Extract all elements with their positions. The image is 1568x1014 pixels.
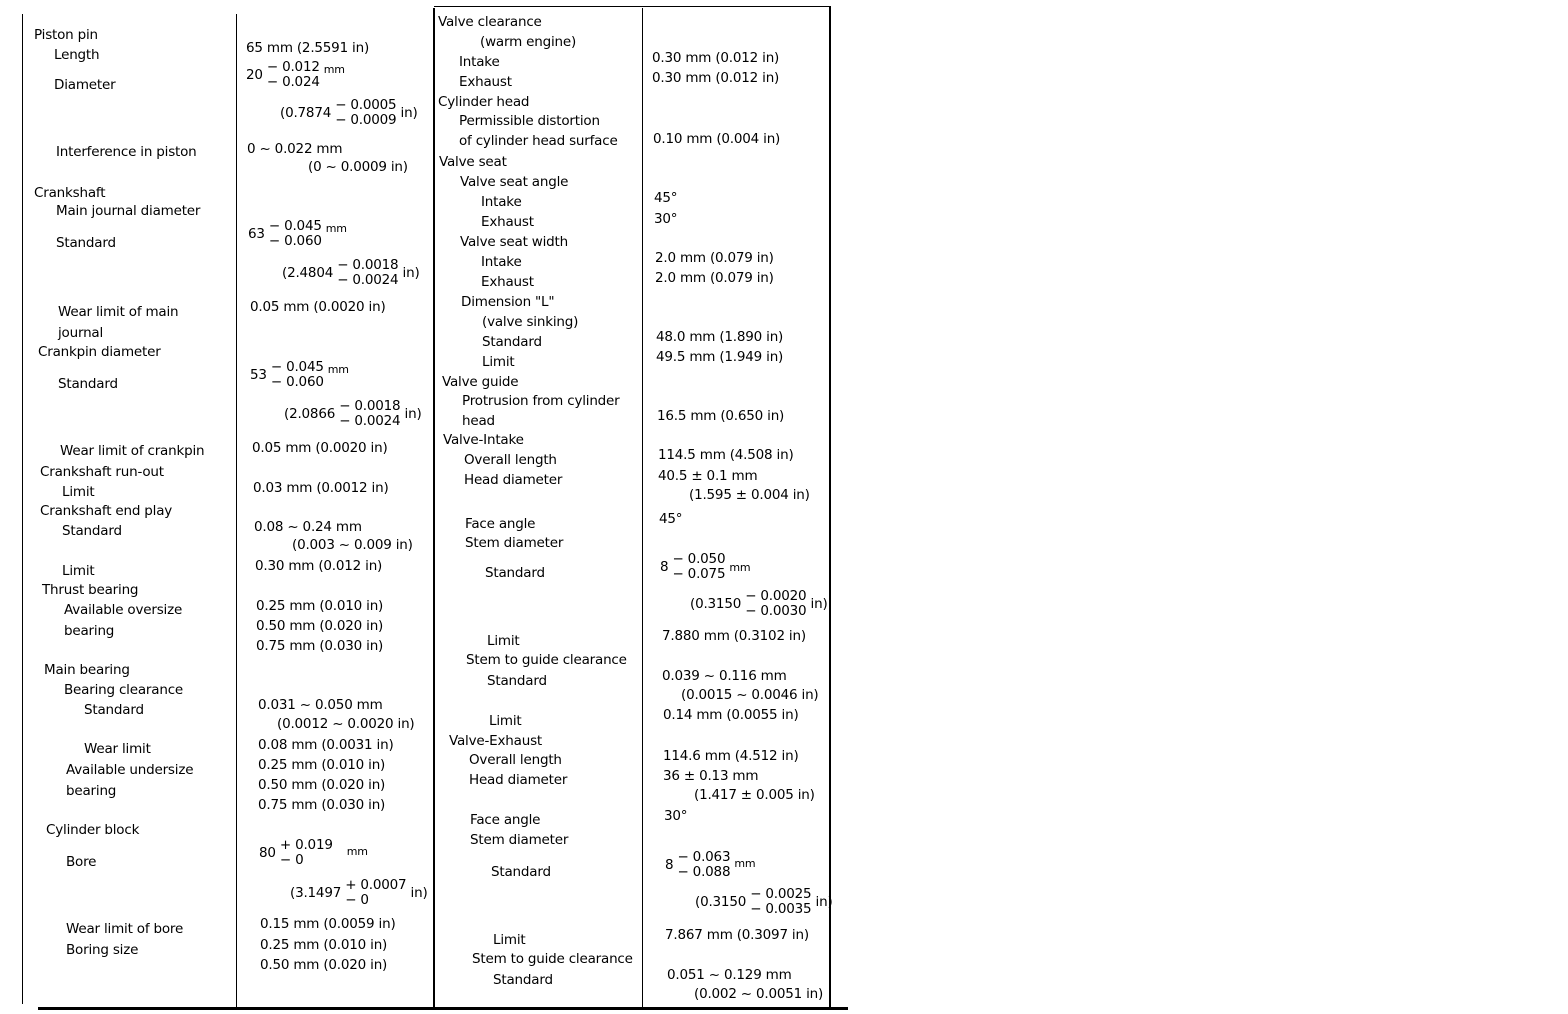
label-valve-exhaust: Valve-Exhaust <box>449 733 543 749</box>
label-valve-seat: Valve seat <box>439 154 507 170</box>
value-oversize-3: 0.75 mm (0.030 in) <box>256 638 384 654</box>
label-endplay-limit: Limit <box>62 563 95 579</box>
value-bore-in: (3.1497 + 0.0007 − 0 in) <box>290 877 428 908</box>
value-endplay-in: (0.003 ~ 0.009 in) <box>292 537 413 553</box>
value-vs-width-exhaust: 2.0 mm (0.079 in) <box>655 270 774 286</box>
label-ve-stem-standard: Standard <box>491 864 551 880</box>
label-cyl-head: Cylinder head <box>438 94 530 110</box>
value-endplay-limit: 0.30 mm (0.012 in) <box>255 558 383 574</box>
value-vi-head-in: (1.595 ± 0.004 in) <box>689 487 810 503</box>
label-ve-overall: Overall length <box>469 752 562 768</box>
value-vi-head: 40.5 ± 0.1 mm <box>658 468 758 484</box>
value-mj-in: (2.4804 − 0.0018 − 0.0024 in) <box>282 257 420 288</box>
label-dim-l-sub: (valve sinking) <box>482 314 579 330</box>
label-ve-guide-standard: Standard <box>493 972 553 988</box>
value-diameter-base: 20 <box>246 67 263 83</box>
label-avail-under-1: Available undersize <box>66 762 194 778</box>
label-ve-face: Face angle <box>470 812 541 828</box>
label-bore: Bore <box>66 854 97 870</box>
value-vi-overall: 114.5 mm (4.508 in) <box>658 447 794 463</box>
value-vi-limit: 7.880 mm (0.3102 in) <box>662 628 806 644</box>
value-dim-standard: 48.0 mm (1.890 in) <box>656 329 784 345</box>
label-vi-overall: Overall length <box>464 452 557 468</box>
column-divider-3 <box>642 8 643 1008</box>
label-diameter: Diameter <box>54 77 116 93</box>
value-cp-mm: 53 − 0.045 − 0.060 mm <box>250 359 349 390</box>
label-endplay: Crankshaft end play <box>40 503 173 519</box>
label-vi-limit: Limit <box>487 633 520 649</box>
label-main-journal: Main journal diameter <box>56 203 201 219</box>
label-endplay-standard: Standard <box>62 523 122 539</box>
label-wear-crankpin: Wear limit of crankpin <box>60 443 205 459</box>
value-ve-head-in: (1.417 ± 0.005 in) <box>694 787 815 803</box>
label-perm-1: Permissible distortion <box>459 113 600 129</box>
label-vi-face: Face angle <box>465 516 536 532</box>
value-vs-angle-exhaust: 30° <box>654 211 678 227</box>
label-ve-head: Head diameter <box>469 772 568 788</box>
value-ve-limit: 7.867 mm (0.3097 in) <box>665 927 809 943</box>
value-perm: 0.10 mm (0.004 in) <box>653 131 781 147</box>
value-oversize-1: 0.25 mm (0.010 in) <box>256 598 384 614</box>
label-vs-width-intake: Intake <box>481 254 522 270</box>
column-divider-1 <box>236 14 237 1008</box>
label-vs-angle-intake: Intake <box>481 194 522 210</box>
value-endplay: 0.08 ~ 0.24 mm <box>254 519 362 535</box>
value-wear-bore: 0.15 mm (0.0059 in) <box>260 916 396 932</box>
value-vi-stem-in: (0.3150 − 0.0020 − 0.0030 in) <box>690 588 828 619</box>
label-thrust: Thrust bearing <box>42 582 139 598</box>
value-vi-guide-in: (0.0015 ~ 0.0046 in) <box>681 687 819 703</box>
label-vc-intake: Intake <box>459 54 500 70</box>
value-vs-angle-intake: 45° <box>654 190 678 206</box>
value-undersize-2: 0.50 mm (0.020 in) <box>258 777 386 793</box>
value-bore-mm: 80 + 0.019 − 0 mm <box>259 837 368 868</box>
label-bearing-clearance: Bearing clearance <box>64 682 184 698</box>
value-oversize-2: 0.50 mm (0.020 in) <box>256 618 384 634</box>
value-protrusion: 16.5 mm (0.650 in) <box>657 408 785 424</box>
value-undersize-3: 0.75 mm (0.030 in) <box>258 797 386 813</box>
value-vs-width-intake: 2.0 mm (0.079 in) <box>655 250 774 266</box>
label-wear-main-1: Wear limit of main <box>58 304 179 320</box>
label-vi-guide-limit: Limit <box>489 713 522 729</box>
value-ve-face: 30° <box>664 808 688 824</box>
value-ve-stem-in: (0.3150 − 0.0025 − 0.0035 in) <box>695 886 833 917</box>
label-runout-limit: Limit <box>62 484 95 500</box>
label-avail-under-2: bearing <box>66 783 117 799</box>
label-cyl-block: Cylinder block <box>46 822 140 838</box>
table-bottom-border <box>38 1007 848 1010</box>
label-length: Length <box>54 47 100 63</box>
label-bc-standard: Standard <box>84 702 144 718</box>
value-length: 65 mm (2.5591 in) <box>246 40 370 56</box>
label-vi-guide: Stem to guide clearance <box>466 652 627 668</box>
label-crankshaft: Crankshaft <box>34 185 106 201</box>
value-ve-guide-in: (0.002 ~ 0.0051 in) <box>694 986 824 1002</box>
value-bc-wear: 0.08 mm (0.0031 in) <box>258 737 394 753</box>
label-mj-standard: Standard <box>56 235 116 251</box>
label-vc-exhaust: Exhaust <box>459 74 512 90</box>
label-vs-angle: Valve seat angle <box>460 174 569 190</box>
value-diameter-tolerance: − 0.012 − 0.024 <box>266 59 320 90</box>
label-protrusion-1: Protrusion from cylinder <box>462 393 620 409</box>
label-dim-limit: Limit <box>482 354 515 370</box>
label-wear-bore: Wear limit of bore <box>66 921 184 937</box>
label-interference: Interference in piston <box>56 144 197 160</box>
label-runout: Crankshaft run-out <box>40 464 164 480</box>
value-diameter-mm: 20 − 0.012 − 0.024 mm <box>246 59 345 90</box>
column-divider-2 <box>433 8 435 1008</box>
value-bc: 0.031 ~ 0.050 mm <box>258 697 383 713</box>
value-vi-guide-limit: 0.14 mm (0.0055 in) <box>663 707 799 723</box>
label-vi-guide-standard: Standard <box>487 673 547 689</box>
label-dim-standard: Standard <box>482 334 542 350</box>
value-ve-head: 36 ± 0.13 mm <box>663 768 759 784</box>
value-undersize-1: 0.25 mm (0.010 in) <box>258 757 386 773</box>
label-valve-guide: Valve guide <box>442 374 519 390</box>
label-wear-main-2: journal <box>58 325 104 341</box>
label-ve-guide: Stem to guide clearance <box>472 951 633 967</box>
value-diameter-in: (0.7874 − 0.0005 − 0.0009 in) <box>280 97 418 128</box>
label-ve-limit: Limit <box>493 932 526 948</box>
table-left-border <box>22 14 23 1004</box>
table-top-border <box>434 6 831 7</box>
value-wear-crankpin: 0.05 mm (0.0020 in) <box>252 440 388 456</box>
value-interference-in: (0 ~ 0.0009 in) <box>308 159 408 175</box>
label-cp-standard: Standard <box>58 376 118 392</box>
label-avail-over-2: bearing <box>64 623 115 639</box>
label-protrusion-2: head <box>462 413 495 429</box>
label-vs-angle-exhaust: Exhaust <box>481 214 534 230</box>
value-vi-face: 45° <box>659 511 683 527</box>
value-boring-1: 0.25 mm (0.010 in) <box>260 937 388 953</box>
label-boring: Boring size <box>66 942 139 958</box>
value-bc-in: (0.0012 ~ 0.0020 in) <box>277 716 415 732</box>
label-vi-stem-standard: Standard <box>485 565 545 581</box>
value-boring-2: 0.50 mm (0.020 in) <box>260 957 388 973</box>
value-vi-guide: 0.039 ~ 0.116 mm <box>662 668 787 684</box>
value-wear-main: 0.05 mm (0.0020 in) <box>250 299 386 315</box>
table-right-border <box>829 6 831 1008</box>
label-bc-wear: Wear limit <box>84 741 151 757</box>
label-vs-width-exhaust: Exhaust <box>481 274 534 290</box>
value-mj-mm: 63 − 0.045 − 0.060 mm <box>248 218 347 249</box>
label-ve-stem: Stem diameter <box>470 832 569 848</box>
value-vi-stem-mm: 8 − 0.050 − 0.075 mm <box>660 551 751 582</box>
value-interference: 0 ~ 0.022 mm <box>247 141 343 157</box>
label-vc-warm: (warm engine) <box>480 34 577 50</box>
label-valve-clearance: Valve clearance <box>438 14 542 30</box>
label-main-bearing: Main bearing <box>44 662 130 678</box>
label-crankpin: Crankpin diameter <box>38 344 161 360</box>
label-avail-over-1: Available oversize <box>64 602 183 618</box>
value-dim-limit: 49.5 mm (1.949 in) <box>656 349 784 365</box>
label-perm-2: of cylinder head surface <box>459 133 618 149</box>
value-vc-exhaust: 0.30 mm (0.012 in) <box>652 70 780 86</box>
label-vi-head: Head diameter <box>464 472 563 488</box>
label-vi-stem: Stem diameter <box>465 535 564 551</box>
value-runout: 0.03 mm (0.0012 in) <box>253 480 389 496</box>
value-ve-overall: 114.6 mm (4.512 in) <box>663 748 799 764</box>
label-piston-pin: Piston pin <box>34 27 98 43</box>
value-cp-in: (2.0866 − 0.0018 − 0.0024 in) <box>284 398 422 429</box>
label-dim-l: Dimension "L" <box>461 294 555 310</box>
value-ve-stem-mm: 8 − 0.063 − 0.088 mm <box>665 849 756 880</box>
label-valve-intake: Valve-Intake <box>443 432 524 448</box>
value-ve-guide: 0.051 ~ 0.129 mm <box>667 967 792 983</box>
value-vc-intake: 0.30 mm (0.012 in) <box>652 50 780 66</box>
label-vs-width: Valve seat width <box>460 234 569 250</box>
